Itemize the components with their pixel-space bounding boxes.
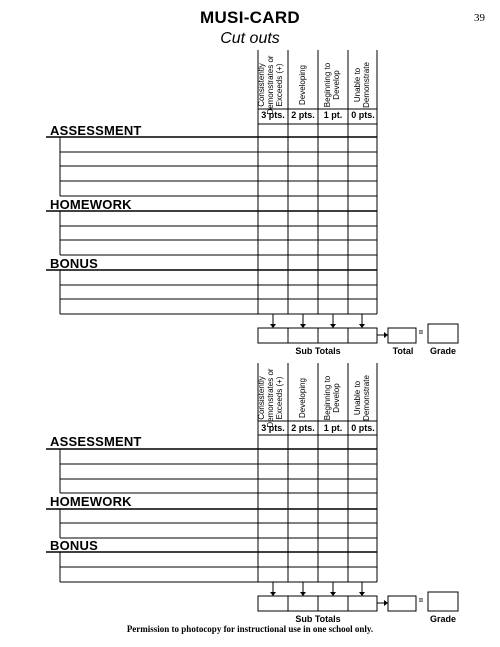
points-0: 0 pts.: [351, 423, 375, 433]
points-3: 3 pts.: [261, 110, 285, 120]
column-header-developing: Developing: [297, 377, 307, 419]
column-header-beginning: Beginning to Develop: [323, 375, 341, 421]
column-header-developing: Developing: [297, 64, 307, 106]
column-header-unable: Unable to Demonstrate: [353, 375, 371, 421]
page-subtitle: Cut outs: [220, 30, 280, 47]
grade-label: Grade: [429, 346, 456, 356]
points-2: 2 pts.: [291, 423, 315, 433]
points-0: 0 pts.: [351, 110, 375, 120]
column-header-unable: Unable to Demonstrate: [353, 62, 371, 108]
points-1: 1 pt.: [323, 110, 343, 120]
points-3: 3 pts.: [261, 423, 285, 433]
grade-label: Grade: [429, 614, 456, 624]
equals-sign: =: [418, 328, 424, 337]
section-assessment: ASSESSMENT: [50, 123, 142, 138]
subtotals-label: Sub Totals: [295, 346, 341, 356]
subtotals-label: Sub Totals: [295, 614, 341, 624]
section-homework: HOMEWORK: [50, 494, 132, 509]
points-2: 2 pts.: [291, 110, 315, 120]
section-bonus: BONUS: [50, 538, 98, 553]
section-homework: HOMEWORK: [50, 197, 132, 212]
equals-sign: =: [418, 596, 424, 605]
column-header-consistently: Consistently Demonstrates or Exceeds (+): [256, 55, 284, 115]
section-bonus: BONUS: [50, 256, 98, 271]
points-1: 1 pt.: [323, 423, 343, 433]
column-header-beginning: Beginning to Develop: [323, 62, 341, 108]
page-title: MUSI-CARD: [200, 8, 300, 27]
total-label: Total: [392, 346, 414, 356]
permission-footer: Permission to photocopy for instructional use in one school only.: [126, 624, 374, 634]
page-number: 39: [474, 12, 485, 24]
section-assessment: ASSESSMENT: [50, 434, 142, 449]
column-header-consistently: Consistently Demonstrates or Exceeds (+): [256, 368, 284, 428]
